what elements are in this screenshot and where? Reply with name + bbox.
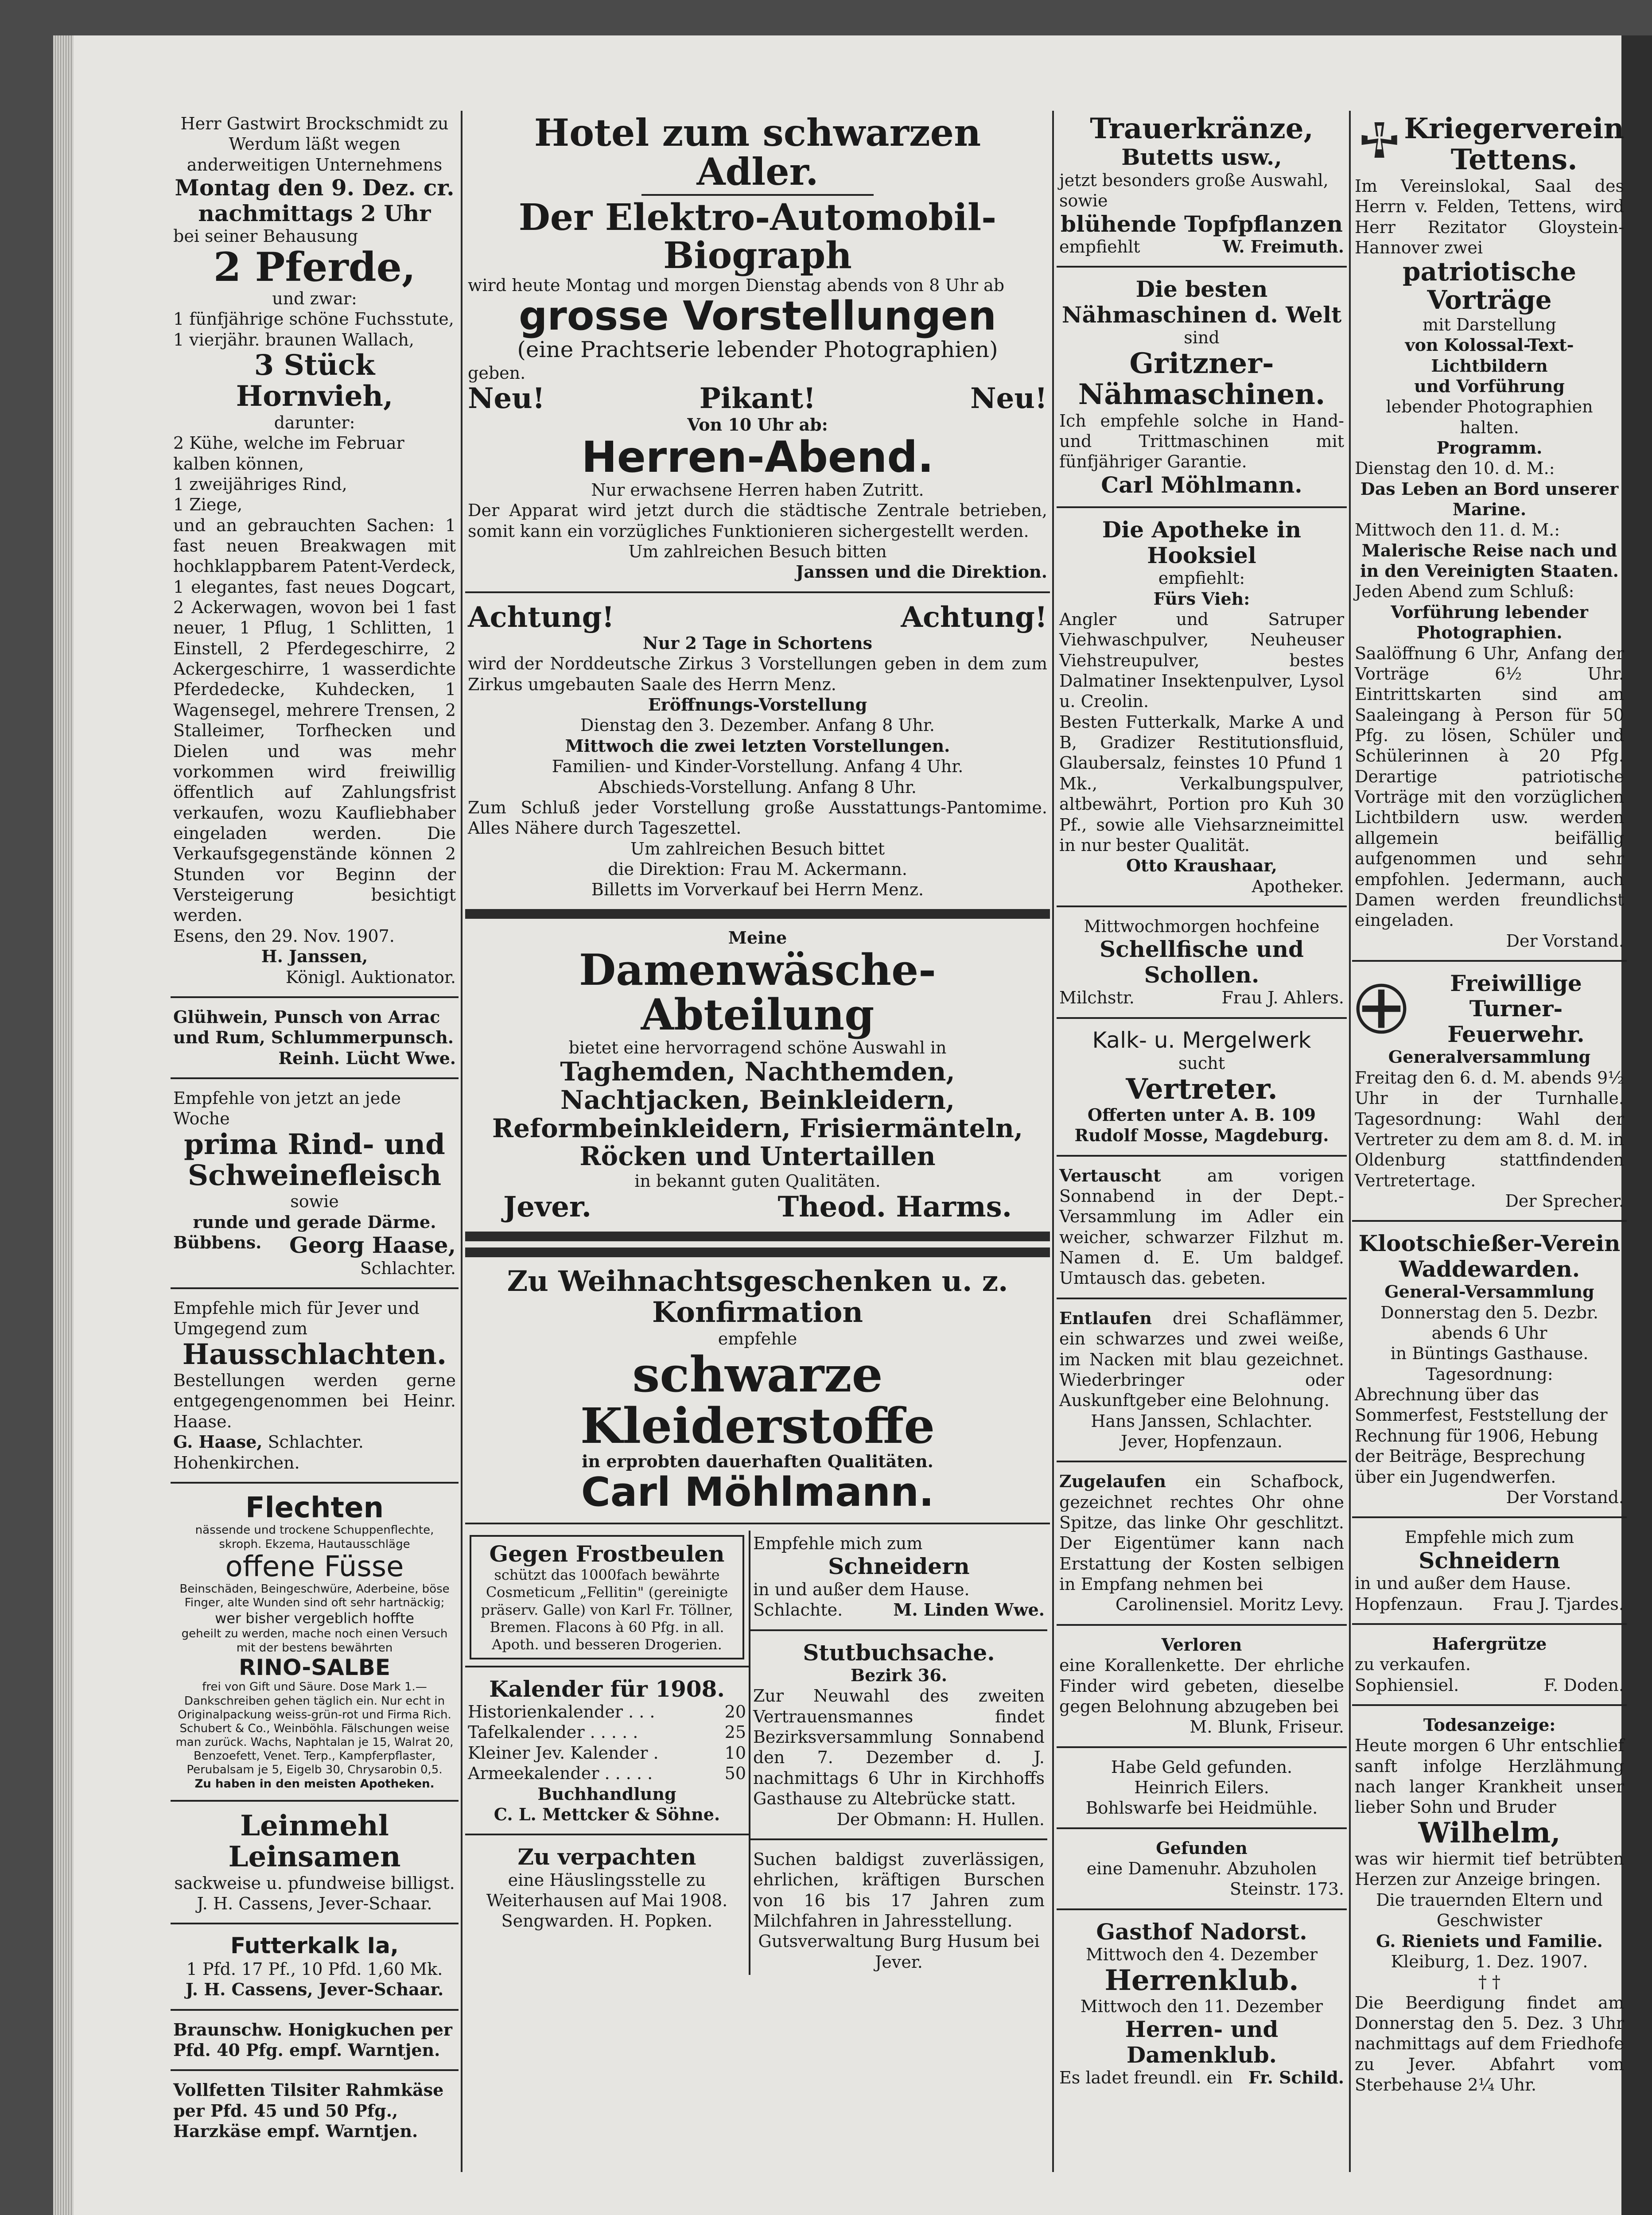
headline: Turner-Feuerwehr.	[1447, 995, 1585, 1047]
text: Glühwein, Punsch von Arrac und Rum, Schlummerpunsch.	[173, 1006, 454, 1048]
headline: Die besten Nähmaschinen d. Welt	[1061, 276, 1342, 328]
signature: Der Sprecher.	[1505, 1191, 1624, 1211]
damenuhr-ad	[1057, 1835, 1347, 1902]
text: (eine Prachtserie lebender Photographien)	[517, 337, 998, 363]
signature: C. L. Mettcker & Söhne.	[494, 1804, 720, 1824]
text: in und außer dem Hause.	[753, 1579, 970, 1599]
text: Bezirk 36.	[851, 1665, 947, 1686]
column-1	[171, 111, 459, 2168]
text: Achtung!	[901, 600, 1047, 634]
headline: Schneidern	[1419, 1547, 1560, 1574]
text: General-Versammlung	[1384, 1282, 1594, 1302]
text: Billetts im Vorverkauf bei Herrn Menz.	[591, 880, 924, 900]
signature: Carl Möhlmann.	[581, 1469, 934, 1516]
signature: Fr. Schild.	[1248, 2067, 1344, 2088]
text: 1 Pfd. 17 Pf., 10 Pfd. 1,60 Mk.	[186, 1959, 443, 1979]
text: nässende und trockene Schuppenflechte, skroph. Ekzema, Hautausschläge	[195, 1523, 434, 1551]
divider	[750, 1629, 1047, 1631]
text: Butetts usw.,	[1121, 144, 1282, 171]
text: Mittwoch den 4. Dezember	[1085, 1945, 1318, 1965]
headline: Kalender für 1908.	[489, 1675, 725, 1702]
heavy-rule	[465, 1232, 1050, 1241]
headline-herren-abend: Herren-Abend.	[581, 432, 934, 482]
frostbeulen-ad	[470, 1535, 744, 1659]
place: Jever.	[503, 1190, 592, 1224]
iron-cross-icon	[1355, 118, 1404, 171]
headline-biograph: Der Elektro-Automobil-Biograph	[518, 196, 997, 277]
place: Bübbens.	[173, 1232, 262, 1253]
headline: Gefunden	[1156, 1838, 1248, 1858]
kleiderstoffe-ad	[465, 1263, 1050, 1516]
honigkuchen-ad: Braunschw. Honigkuchen per Pfd. 40 Pfg. empf. Warntjen.	[173, 2019, 452, 2060]
headline: Hausschlachten.	[182, 1337, 447, 1371]
text: in und außer dem Hause.	[1355, 1574, 1571, 1593]
signature: Theod. Harms.	[777, 1190, 1012, 1224]
divider	[1057, 1908, 1347, 1910]
text: wird heute Montag und morgen Dienstag abends von 8 Uhr ab	[468, 275, 1005, 295]
text: Die trauernden Eltern und Geschwister	[1376, 1890, 1603, 1931]
text: 1 Ziege,	[173, 495, 243, 515]
klootschiesser-ad	[1352, 1228, 1627, 1510]
text: halten.	[1460, 417, 1519, 437]
headline: Leinsamen	[228, 1840, 401, 1874]
headline-hotel: Hotel zum schwarzen Adler.	[534, 111, 981, 194]
headline: Gasthof Nadorst.	[1096, 1918, 1307, 1945]
text: eine Häuslingsstelle zu Weiterhausen auf Mai 1908.	[486, 1870, 728, 1911]
divider	[1057, 1017, 1347, 1019]
geld-gefunden-ad	[1057, 1754, 1347, 1821]
stutbuch-ad	[750, 1637, 1047, 1832]
text: 2 Kühe, welche im Februar kalben können,	[173, 433, 404, 474]
headline: Kalk- u. Mergelwerk	[1092, 1027, 1311, 1053]
signature: Steinstr. 173.	[1230, 1879, 1344, 1899]
headline: Leinmehl	[240, 1809, 389, 1842]
text: Saalöffnung 6 Uhr, Anfang der Vorträge 6½ Uhr. Eintrittskarten sind am Saaleingang à Person für 50 Pfg. zu lösen, Schüler und Schülerinnen à 20 Pfg. Derartige patriotische Vorträge mit den vorzüglichen Lichtbildern usw. werden allgemein beifällig aufgenommen und sehr empfohlen. Jedermann, auch Damen werden freundlichst eingeladen.	[1355, 643, 1624, 930]
text: empfiehlt	[1059, 237, 1140, 257]
text: empfiehlt:	[1158, 568, 1245, 588]
rino-salbe-ad	[171, 1490, 459, 1794]
text: geben.	[468, 363, 526, 383]
text: Offerten unter A. B. 109 Rudolf Mosse, Magdeburg.	[1074, 1104, 1329, 1146]
headline: Die Apotheke in Hooksiel	[1102, 517, 1302, 568]
trauerkraenze-ad	[1057, 111, 1347, 260]
column-rule	[461, 111, 463, 2172]
heavy-rule	[465, 1247, 1050, 1257]
divider	[1057, 1624, 1347, 1626]
text: lebender Photographien	[1386, 397, 1593, 417]
text: Zur Neuwahl des zweiten Vertrauensmannes findet Bezirksversammlung Sonnabend den 7. Dezember d. J. nachmittags 6 Uhr in Kirchhoffs Gasthause zu Altebrücke statt.	[753, 1686, 1045, 1809]
text: Kleiburg, 1. Dez. 1907.	[1391, 1951, 1588, 1971]
divider	[465, 1666, 749, 1667]
text: Zu haben in den meisten Apotheken.	[194, 1777, 435, 1791]
divider	[465, 1834, 749, 1835]
headline: Herrenklub.	[1104, 1963, 1299, 1997]
divider	[1352, 1623, 1627, 1625]
text: empfehle	[718, 1329, 797, 1348]
auction-intro: Herr Gastwirt Brockschmidt zu Werdum läßt wegen anderweitigen Unternehmens	[180, 114, 449, 175]
kaese-ad: Vollfetten Tilsiter Rahmkäse per Pfd. 45 und 50 Pfg., Harzkäse empf. Warntjen.	[173, 2080, 444, 2141]
auction-ad	[171, 111, 459, 990]
zirkus-ad	[465, 599, 1050, 903]
headline: Damenwäsche-Abteilung	[579, 945, 936, 1040]
text: was wir hiermit tief betrübten Herzen zur Anzeige bringen.	[1355, 1849, 1624, 1889]
text: Jeden Abend zum Schluß:	[1355, 582, 1574, 602]
text: schützt das 1000fach bewährte Cosmeticum „Fellitin" (gereinigte präserv. Galle) von Karl Fr. Töllner, Bremen. Flacons à 60 Pfg. in all. Apoth. und besseren Drogerien.	[481, 1566, 733, 1653]
headline-vorstellungen: grosse Vorstellungen	[518, 292, 997, 339]
headline: Freiwillige	[1450, 970, 1582, 996]
signature: Sengwarden. H. Popken.	[501, 1911, 713, 1931]
divider	[465, 1523, 1050, 1524]
signature: Der Vorstand.	[1506, 1487, 1624, 1507]
signature: F. Doden.	[1543, 1675, 1624, 1695]
text: eine Damenuhr. Abzuholen	[1086, 1859, 1317, 1879]
text: Generalversammlung	[1388, 1047, 1591, 1067]
divider	[1057, 1827, 1347, 1829]
divider	[1057, 1461, 1347, 1462]
headline: Gritzner-	[1129, 346, 1274, 380]
text: Empfehle mich für Jever und Umgegend zum	[173, 1298, 420, 1339]
text: Es ladet freundl. ein	[1059, 2068, 1233, 2088]
page-edge	[53, 35, 74, 2215]
divider	[1352, 1704, 1627, 1706]
headline: Futterkalk Ia,	[230, 1933, 399, 1959]
divider	[171, 1482, 459, 1484]
burschen-ad	[750, 1846, 1047, 1975]
text: Das Leben an Bord unserer Marine.	[1360, 478, 1619, 520]
text: Heute morgen 6 Uhr entschlief sanft infolge Herzlähmung nach langer Krankheit unser lieber Sohn und Bruder	[1355, 1736, 1624, 1817]
text: zu verkaufen.	[1355, 1655, 1471, 1675]
signature: Otto Kraushaar,	[1126, 855, 1277, 876]
text: sackweise u. pfundweise billigst.	[174, 1873, 455, 1893]
list-item: Armeekalender . . . . . 50	[468, 1764, 746, 1784]
signature: Gutsverwaltung Burg Husum bei Jever.	[758, 1931, 1040, 1972]
entlaufen-ad: Entlaufen drei Schaflämmer, ein schwarzes und zwei weiße, im Nacken mit blau gezeichnet. Wiederbringer oder Auskunftgeber eine Belohnung. Hans Janssen, Schlachter. Jever, Hopfenzaun.	[1059, 1308, 1344, 1451]
signature: Frau J. Tjardes.	[1493, 1594, 1624, 1614]
list-item: Historienkalender . . . 20	[468, 1702, 746, 1722]
text: wer bisher vergeblich hoffte	[215, 1610, 414, 1627]
signature: Hans Janssen, Schlachter.	[1091, 1411, 1313, 1431]
headline: Nähmaschinen.	[1078, 378, 1325, 412]
auction-place: bei seiner Behausung	[173, 226, 358, 246]
headline: offene Füsse	[225, 1550, 404, 1583]
headline: Schellfische und Schollen.	[1100, 936, 1304, 988]
text: Nur 2 Tage in Schortens	[642, 633, 873, 653]
schneidern-ad-2	[1352, 1524, 1627, 1617]
headline: Hafergrütze	[1432, 1633, 1547, 1654]
place: Schlachte.	[753, 1600, 843, 1620]
headline: Klootschießer-Verein	[1358, 1230, 1621, 1257]
text: Schlachter.	[268, 1432, 364, 1452]
zugelaufen-ad: Zugelaufen ein Schafbock, gezeichnet rechtes Ohr ohne Spitze, das linke Ohr geschlitzt. Der Eigentümer kann nach Erstattung der Kosten selbigen in Empfang nehmen bei Carolinensiel. Moritz Levy.	[1059, 1471, 1344, 1615]
text: Dienstag den 3. Dezember. Anfang 8 Uhr.	[580, 715, 935, 735]
signature: J. H. Cassens, Jever-Schaar.	[185, 1979, 444, 2000]
text: Angler und Satruper Viehwaschpulver, Neuheuser Viehstreupulver, bestes Dalmatiner Insektenpulver, Lysol u. Creolin.	[1059, 609, 1344, 711]
text: und Vorführung	[1414, 376, 1565, 396]
text: Bestellungen werden gerne entgegengenommen bei Heinr. Haase.	[173, 1371, 456, 1431]
text: darunter:	[274, 412, 355, 432]
text: in Büntings Gasthause.	[1390, 1344, 1589, 1364]
futterkalk-ad	[171, 1931, 459, 2002]
headline: Zu verpachten	[517, 1844, 696, 1870]
text: Dienstag den 10. d. M.:	[1355, 459, 1555, 478]
text: sowie	[290, 1192, 339, 1212]
text: Freitag den 6. d. M. abends 9½ Uhr in der Turnhalle. Tagesordnung: Wahl der Vertreter zu dem am 8. d. M. in Oldenburg stattfindenden Vertretertage.	[1355, 1068, 1624, 1190]
adler-biograph-ad	[465, 111, 1050, 585]
place: Milchstr.	[1059, 988, 1135, 1008]
text: Meine	[728, 927, 787, 948]
headline: schwarze Kleiderstoffe	[580, 1346, 935, 1454]
auction-time: nachmittags 2 Uhr	[198, 200, 431, 226]
text: Die Beerdigung findet am Donnerstag den 5. Dez. 3 Uhr nachmittags auf dem Friedhofe zu Jever. Abfahrt vom Sterbehause 2¼ Uhr.	[1355, 1993, 1624, 2095]
divider	[1057, 1298, 1347, 1299]
divider	[171, 996, 459, 998]
butcher-ad	[171, 1085, 459, 1281]
text: Mittwochmorgen hochfeine	[1084, 916, 1320, 936]
text: sind	[1184, 328, 1220, 348]
text: 1 vierjähr. braunen Wallach,	[173, 330, 414, 350]
text: von Kolossal-Text-Lichtbildern	[1405, 335, 1574, 376]
hausschlachten-ad	[171, 1295, 459, 1476]
signature: Der Vorstand.	[1506, 931, 1624, 951]
headline: Todesanzeige:	[1423, 1714, 1556, 1735]
signature: G. Rieniets und Familie.	[1376, 1931, 1603, 1951]
text: Neu!	[468, 382, 545, 416]
verloren-ad	[1057, 1632, 1347, 1740]
text: Besten Futterkalk, Marke A und B, Gradizer Restitutionsfluid, Glaubersalz, feinstes 10 Pfund 1 Mk., Verkalbungspulver, altbewährt, Portion pro Kuh 30 Pf., sowie alle Viehsarzneimittel in nur bester Qualität.	[1059, 712, 1344, 855]
divider	[171, 2069, 459, 2071]
text: Mittwoch den 11. Dezember	[1080, 1997, 1323, 2017]
mergelwerk-ad	[1057, 1025, 1347, 1149]
text: Donnerstag den 5. Dezbr. abends 6 Uhr	[1380, 1302, 1598, 1343]
text: Nur erwachsene Herren haben Zutritt.	[591, 480, 924, 500]
signature: Carl Möhlmann.	[1101, 471, 1302, 498]
text: sucht	[1178, 1053, 1225, 1073]
divider	[1057, 1155, 1347, 1157]
auction-body: und an gebrauchten Sachen: 1 fast neuen Breakwagen mit hochklappbarem Patent-Verdeck, 1 elegantes, fast neues Dogcart, 2 Ackerwagen, wovon bei 1 fast neuer, 1 Pflug, 1 Schlitten, 1 Einstell, 2 Pferdegeschirre, 2 Ackergeschirre, 1 wasserdichte Pferdedecke, Kuhdecken, 1 Wagensegel, mehrere Trensen, 2 Stalleimer, Torfhecken und Dielen und was mehr vorkommen wird freiwillig öffentlich auf Zahlungsfrist verkaufen, wozu Kaufliebhaber eingeladen werden. Die Verkaufsgegenstände können 2 Stunden vor Beginn der Versteigerung besichtigt werden.	[173, 515, 456, 925]
auction-signature: H. Janssen,	[261, 946, 368, 967]
headline: Waddewarden.	[1399, 1255, 1580, 1282]
text: Der Apparat wird jetzt durch die städtische Zentrale betrieben, somit kann ein vorzügliches Funktionieren sichergestellt werden.	[468, 501, 1047, 541]
todesanzeige	[1352, 1712, 1627, 2098]
headline: patriotische Vorträge	[1402, 256, 1577, 315]
apotheke-ad	[1057, 514, 1347, 899]
verpachten-ad	[465, 1842, 749, 1934]
text: frei von Gift und Säure. Dose Mark 1.— Dankschreiben gehen täglich ein. Nur echt in Originalpackung weiss-grün-rot und Firma Rich. Schubert & Co., Weinböhla. Fälschungen weise man zurück. Wachs, Naphtalan je 15, Walrat 20, Benzoefett, Venet. Terp., Kampferpflaster, Perubalsam je 5, Eigelb 30, Chrysarobin 0,5.	[175, 1680, 454, 1777]
divider	[1352, 1516, 1627, 1518]
kalender-ad	[465, 1674, 749, 1828]
divider	[171, 1287, 459, 1289]
signature: Carolinensiel. Moritz Levy.	[1115, 1595, 1344, 1615]
text: Von 10 Uhr ab:	[687, 414, 828, 435]
text: Abrechnung über das Sommerfest, Feststellung der Rechnung für 1906, Hebung der Beiträge, Besprechung über ein Jugendwerfen.	[1355, 1385, 1608, 1487]
auction-headline-horses: 2 Pferde,	[213, 244, 416, 291]
headline: Wilhelm,	[1418, 1816, 1561, 1850]
text: Ich empfehle solche in Hand- und Trittmaschinen mit fünfjähriger Garantie.	[1059, 411, 1344, 472]
text: Empfehle mich zum	[1404, 1527, 1574, 1547]
divider	[465, 591, 1050, 593]
damenwaesche-ad	[465, 925, 1050, 1225]
text: Neu!	[970, 382, 1047, 416]
text: mit Darstellung	[1423, 315, 1556, 334]
feuerwehr-ad	[1352, 968, 1627, 1214]
signature: M. Blunk, Friseur.	[1189, 1717, 1344, 1737]
column-rule	[1052, 111, 1054, 2172]
text: Programm.	[1436, 437, 1543, 458]
auction-headline-cattle: 3 Stück Hornvieh,	[236, 349, 393, 413]
divider	[750, 1838, 1047, 1840]
text: Malerische Reise nach und in den Vereinigten Staaten.	[1360, 540, 1619, 581]
gluehwein-ad	[171, 1004, 459, 1071]
product-name: RINO-SALBE	[239, 1654, 390, 1680]
divider	[171, 1077, 459, 1079]
text: Pikant!	[699, 382, 816, 416]
vertauscht-ad: Vertauscht am vorigen Sonnabend in der Dept.-Versammlung im Adler ein weicher, schwarzer Filzhut m. Namen d. E. Um baldgef. Umtausch das. gebeten.	[1059, 1165, 1344, 1288]
text: wird der Norddeutsche Zirkus 3 Vorstellungen geben in dem zum Zirkus umgebauten Saale des Herrn Menz.	[468, 654, 1047, 694]
text: Empfehle von jetzt an jede Woche	[173, 1088, 401, 1129]
text: Achtung!	[468, 600, 614, 634]
headline: Zu Weihnachtsgeschenken u. z. Konfirmation	[507, 1264, 1008, 1329]
item-list: Taghemden, Nachthemden, Nachtjacken, Beinkleidern, Reformbeinkleidern, Frisiermänteln, Röcken und Untertaillen	[492, 1057, 1023, 1172]
column-2	[465, 111, 1050, 2168]
text: Mittwoch die zwei letzten Vorstellungen.	[565, 735, 950, 756]
text: Habe Geld gefunden.	[1111, 1757, 1293, 1777]
headline: Verloren	[1161, 1634, 1242, 1655]
column-3	[1057, 111, 1347, 2168]
divider	[1057, 266, 1347, 268]
signature: Heinrich Eilers.	[1134, 1777, 1269, 1797]
schneidern-ad	[750, 1531, 1047, 1623]
place: Bohlswarfe bei Heidmühle.	[1085, 1798, 1318, 1818]
headline: Tettens.	[1450, 143, 1578, 177]
headline: Trauerkränze,	[1090, 112, 1314, 145]
text: 1 zweijähriges Rind,	[173, 474, 347, 494]
text: Empfehle mich zum	[753, 1533, 923, 1553]
text: runde und gerade Därme.	[193, 1212, 436, 1232]
text: Buchhandlung	[537, 1784, 676, 1804]
text: Schlachter.	[360, 1258, 456, 1278]
headline: prima Rind- und Schweinefleisch	[184, 1127, 445, 1193]
text: bietet eine hervorragend schöne Auswahl in	[568, 1038, 947, 1057]
signature: Janssen und die Direktion.	[796, 562, 1047, 582]
divider	[1057, 1746, 1347, 1748]
text: Im Vereinslokal, Saal des Herrn v. Felden, Tettens, wird Herr Rezitator Gloystein-Hannover zwei	[1355, 176, 1624, 257]
headline: Gegen Frostbeulen	[489, 1540, 725, 1567]
text: eine Korallenkette. Der ehrliche Finder wird gebeten, dieselbe gegen Belohnung abzugeben bei	[1059, 1655, 1344, 1716]
heavy-rule	[465, 909, 1050, 919]
divider	[1057, 506, 1347, 508]
small-ads-left	[465, 1531, 750, 1975]
divider	[171, 2009, 459, 2011]
text: Beinschäden, Beingeschwüre, Aderbeine, böse Finger, alte Wunden sind oft sehr hartnäckig;	[179, 1582, 450, 1610]
place: Sophiensiel.	[1355, 1675, 1459, 1695]
signature: W. Freimuth.	[1222, 237, 1344, 257]
text: Apotheker.	[1252, 876, 1344, 896]
small-ads-right	[750, 1531, 1047, 1975]
auction-dateline: Esens, den 29. Nov. 1907.	[173, 926, 395, 946]
text: Suchen baldigst zuverlässigen, ehrlichen, kräftigen Burschen von 16 bis 17 Jahren zum Milchfahren in Jahresstellung.	[753, 1849, 1045, 1931]
hafergruetze-ad	[1352, 1631, 1627, 1698]
text: Vorführung lebender Photographien.	[1391, 602, 1588, 643]
place: Hohenkirchen.	[173, 1453, 300, 1473]
headline: Vertreter.	[1126, 1072, 1278, 1106]
text: und zwar:	[272, 288, 357, 308]
text: Zum Schluß jeder Vorstellung große Ausstattungs-Pantomime. Alles Nähere durch Tageszettel.	[468, 797, 1047, 838]
divider	[641, 194, 873, 196]
headline: Stutbuchsache.	[803, 1639, 995, 1666]
divider	[1352, 960, 1627, 962]
text: jetzt besonders große Auswahl, sowie	[1059, 170, 1329, 211]
auction-date: Montag den 9. Dez. cr.	[175, 175, 455, 201]
divider	[1057, 905, 1347, 907]
text: Abschieds-Vorstellung. Anfang 8 Uhr.	[599, 777, 917, 797]
signature: G. Haase,	[173, 1432, 263, 1452]
headline: Herren- und Damenklub.	[1125, 2016, 1279, 2068]
text: Eröffnungs-Vorstellung	[648, 695, 867, 715]
leinmehl-ad	[171, 1808, 459, 1917]
turner-cross-emblem-icon	[1355, 982, 1408, 1035]
signature: Der Obmann: H. Hullen.	[836, 1809, 1045, 1829]
text: in bekannt guten Qualitäten.	[634, 1171, 881, 1191]
text: Familien- und Kinder-Vorstellung. Anfang 4 Uhr.	[552, 757, 964, 777]
signature: J. H. Cassens, Jever-Schaar.	[197, 1894, 432, 1913]
place: Hopfenzaun.	[1355, 1594, 1464, 1614]
signature: M. Linden Wwe.	[893, 1600, 1045, 1620]
kriegerverein-ad	[1352, 111, 1627, 954]
small-ads-row	[465, 1531, 1050, 1975]
divider	[171, 1923, 459, 1924]
text: in erprobten dauerhaften Qualitäten.	[582, 1451, 933, 1472]
text: die Direktion: Frau M. Ackermann.	[608, 859, 907, 879]
headline: Schneidern	[828, 1553, 970, 1580]
schellfische-ad	[1057, 913, 1347, 1011]
text: Mittwoch den 11. d. M.:	[1355, 520, 1560, 540]
text: Um zahlreichen Besuch bitten	[628, 541, 887, 561]
headline: blühende Topfpflanzen	[1061, 210, 1343, 237]
naehmaschinen-ad	[1057, 274, 1347, 500]
place: Jever, Hopfenzaun.	[1121, 1431, 1283, 1451]
headline: Flechten	[245, 1491, 384, 1524]
text: Fürs Vieh:	[1153, 588, 1250, 609]
signature: Frau J. Ahlers.	[1221, 988, 1344, 1008]
signature: Reinh. Lücht Wwe.	[278, 1048, 456, 1068]
text: geheilt zu werden, mache noch einen Versuch mit der bestens bewährten	[181, 1627, 448, 1655]
divider	[171, 1800, 459, 1802]
list-item: Tafelkalender . . . . . 25	[468, 1722, 746, 1742]
text: Tagesordnung:	[1426, 1364, 1553, 1384]
headline: Kriegerverein	[1404, 112, 1624, 145]
list-item: Kleiner Jev. Kalender . 10	[468, 1743, 746, 1763]
text: 1 fünfjährige schöne Fuchsstute,	[173, 309, 454, 329]
text: Um zahlreichen Besuch bittet	[630, 839, 885, 859]
column-rule	[1349, 111, 1351, 2172]
gasthof-nadorst-ad	[1057, 1916, 1347, 2091]
signature: Georg Haase,	[289, 1232, 456, 1259]
column-4	[1352, 111, 1627, 2168]
divider	[1352, 1220, 1627, 1222]
cross-icon: † †	[1478, 1972, 1501, 1992]
auction-signature-title: Königl. Auktionator.	[285, 967, 456, 987]
